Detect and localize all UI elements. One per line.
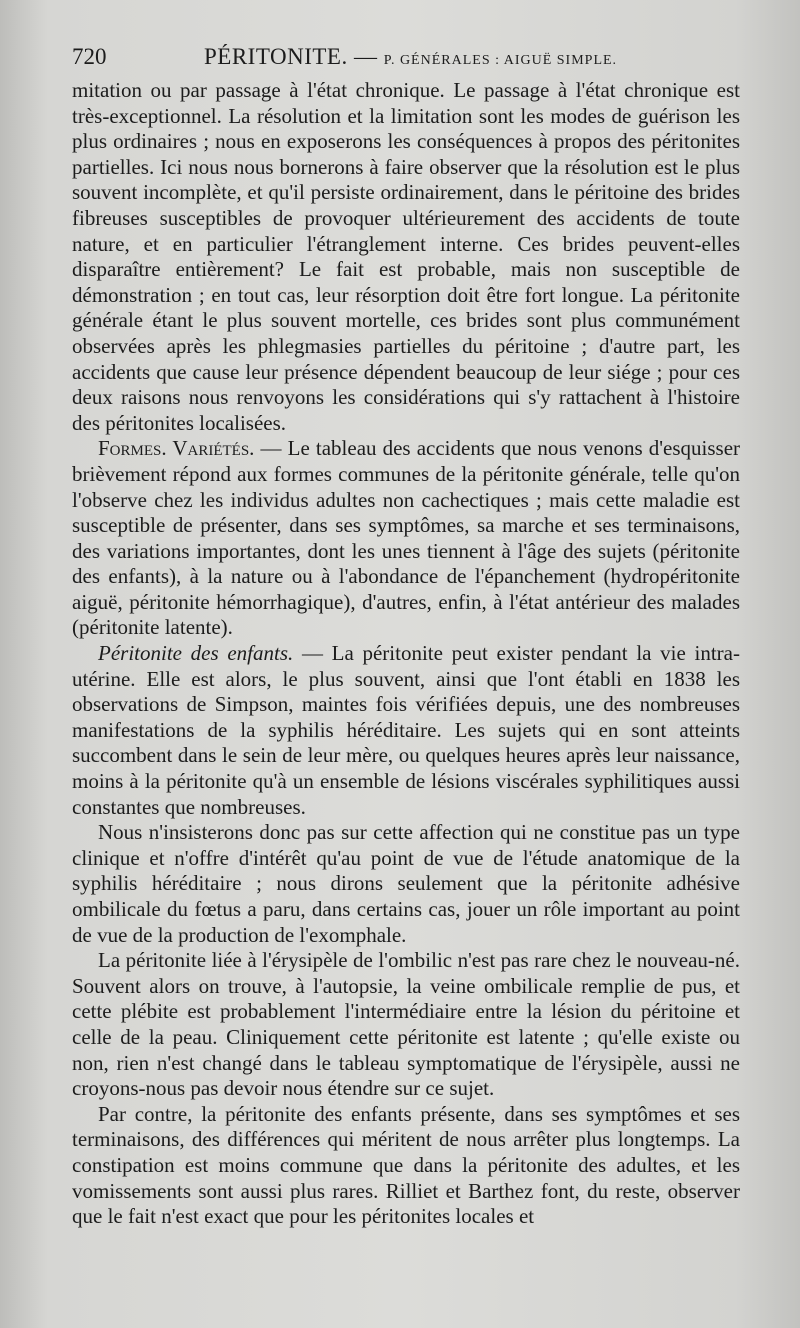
body-text <box>72 78 740 1230</box>
page-number: 720 <box>72 44 107 69</box>
section-lead: Formes. Variétés. <box>98 436 255 461</box>
header-dash: — <box>347 44 384 69</box>
paragraph-formes-varietes <box>72 436 740 641</box>
paragraph-text: — La péritonite peut exister pendant la vie intra-utérine. Elle est alors, le plus souvent, ainsi que l'ont établi en 1838 les observations de Simpson, maintes fois vérifiées depuis, une des nombreuses manifestations de la syphilis héréditaire. Les sujets qui en sont atteints succombent dans le sein de leur mère, ou quelques heures après leur naissance, moins à la péritonite qu'à un ensemble de lésions viscérales syphilitiques aussi constantes que nombreuses. <box>72 641 740 819</box>
paragraph <box>72 948 740 1102</box>
paragraph-text: — Le tableau des accidents que nous venons d'esquisser brièvement répond aux formes communes de la péritonite générale, telle qu'on l'observe chez les individus adultes non cachectiques ; mais cette maladie est susceptible de présenter, dans ses symptômes, sa marche et ses terminaisons, des variations importantes, dont les unes tiennent à l'âge des sujets (péritonite des enfants), à la nature ou à l'abondance de l'épanchement (hydropéritonite aiguë, péritonite hémorrhagique), d'autres, enfin, à l'état antérieur des malades (péritonite latente). <box>72 436 741 640</box>
paragraph-peritonite-enfants <box>72 641 740 820</box>
paragraph <box>72 820 740 948</box>
header-section: P. GÉNÉRALES : AIGUË SIMPLE. <box>383 53 618 68</box>
header-title: PÉRITONITE. <box>204 44 348 69</box>
paragraph-text: mitation ou par passage à l'état chronique. Le passage à l'état chronique est très-exceptionnel. La résolution et la limitation sont les modes de guérison les plus ordinaires ; nous en exposerons les conséquences à propos des péritonites partielles. Ici nous nous bornerons à faire observer que la résolution est le plus souvent incomplète, et qu'il persiste ordinairement, dans le péritoine des brides fibreuses susceptibles de provoquer ultérieurement des accidents de toute nature, et en particulier l'étranglement interne. Ces brides peuvent-elles disparaître entièrement? Le fait est probable, mais non susceptible de démonstration ; en tout cas, leur résorption doit être fort longue. La péritonite générale étant le plus souvent mortelle, ces brides sont plus communément observées après les phlegmasies partielles du péritoine ; d'autre part, les accidents que cause leur présence dépendent beaucoup de leur siége ; pour ces deux raisons nous renvoyons les considérations qui s'y rattachent à l'histoire des péritonites localisées. <box>72 78 740 435</box>
paragraph-text: Par contre, la péritonite des enfants présente, dans ses symptômes et ses terminaisons, des différences qui méritent de nous arrêter plus longtemps. La constipation est moins commune que dans la péritonite des adultes, et les vomissements sont aussi plus rares. Rilliet et Barthez font, du reste, observer que le fait n'est exact que pour les péritonites locales et <box>72 1101 740 1229</box>
paragraph-text: Nous n'insisterons donc pas sur cette affection qui ne constitue pas un type clinique et n'offre d'intérêt qu'au point de vue de l'étude anatomique de la syphilis héréditaire ; nous dirons seulement que la péritonite adhésive ombilicale du fœtus a paru, dans certains cas, jouer un rôle important au point de vue de la production de l'exomphale. <box>72 820 740 947</box>
section-lead: Péritonite des enfants. <box>98 641 294 666</box>
paragraph <box>72 1102 740 1230</box>
paragraph-text: La péritonite liée à l'érysipèle de l'ombilic n'est pas rare chez le nouveau-né. Souvent alors on trouve, à l'autopsie, la veine ombilicale remplie de pus, et cette plébite est probablement l'intermédiaire entre la lésion du péritoine et celle de la peau. Cliniquement cette péritonite est latente ; qu'elle existe ou non, rien n'est changé dans le tableau symptomatique de l'érysipèle, aussi ne croyons-nous pas devoir nous étendre sur ce sujet. <box>72 948 740 1101</box>
running-header <box>72 44 752 78</box>
paragraph-continuation <box>72 78 740 436</box>
running-title <box>204 44 617 70</box>
